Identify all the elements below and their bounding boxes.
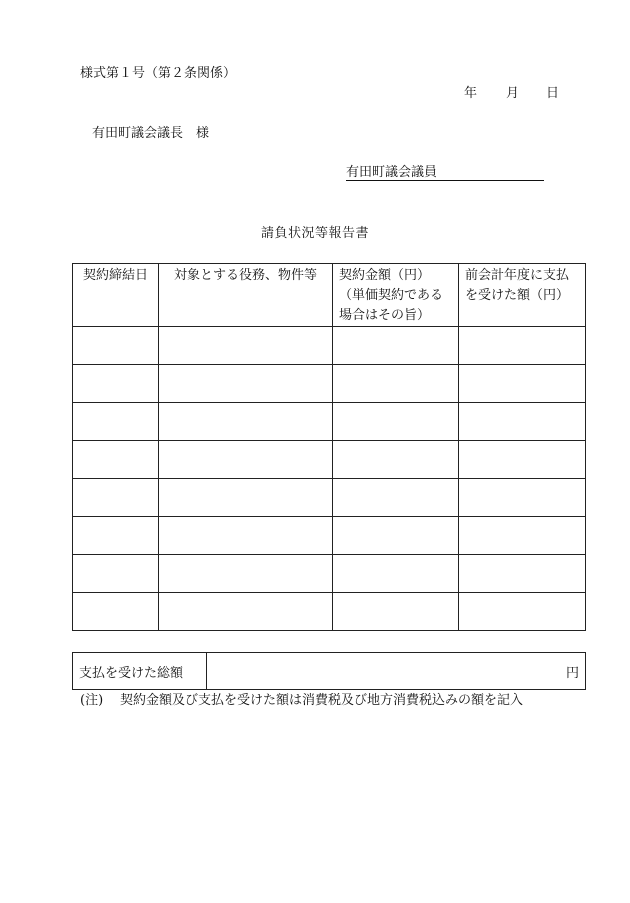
table-cell[interactable] xyxy=(159,327,333,365)
table-cell[interactable] xyxy=(333,479,459,517)
total-row xyxy=(73,653,586,690)
table-cell[interactable] xyxy=(459,403,586,441)
table-cell[interactable] xyxy=(73,593,159,631)
table-row xyxy=(73,327,586,365)
table-cell[interactable] xyxy=(73,479,159,517)
form-number: 様式第１号（第２条関係） xyxy=(80,66,237,81)
table-cell[interactable] xyxy=(73,327,159,365)
header-subject xyxy=(159,264,333,327)
table-cell[interactable] xyxy=(459,479,586,517)
header-contract-date xyxy=(73,264,159,327)
member-signature-line[interactable] xyxy=(346,166,544,181)
date-day-label: 日 xyxy=(546,86,560,101)
table-cell[interactable] xyxy=(159,365,333,403)
header-line: 前会計年度に支払 xyxy=(465,268,570,283)
table-cell[interactable] xyxy=(459,327,586,365)
table-row xyxy=(73,555,586,593)
header-contract-amount xyxy=(333,264,459,327)
table-cell[interactable] xyxy=(159,517,333,555)
header-prior-year-payment xyxy=(459,264,586,327)
table-row xyxy=(73,479,586,517)
header-line: （単価契約である xyxy=(339,288,444,303)
table-cell[interactable] xyxy=(73,365,159,403)
table-cell[interactable] xyxy=(459,555,586,593)
header-line: 対象とする役務、物件等 xyxy=(173,268,317,283)
table-cell[interactable] xyxy=(459,593,586,631)
table-row xyxy=(73,593,586,631)
table-cell[interactable] xyxy=(73,441,159,479)
table-cell[interactable] xyxy=(459,365,586,403)
document-title: 請負状況等報告書 xyxy=(260,226,369,241)
date-year-label: 年 xyxy=(464,86,478,101)
table-row xyxy=(73,517,586,555)
table-cell[interactable] xyxy=(333,555,459,593)
total-unit: 円 xyxy=(565,665,579,681)
table-cell[interactable] xyxy=(159,479,333,517)
table-cell[interactable] xyxy=(159,441,333,479)
total-value-field[interactable] xyxy=(207,653,586,690)
table-cell[interactable] xyxy=(459,517,586,555)
table-cell[interactable] xyxy=(73,403,159,441)
header-line: 場合はその旨） xyxy=(339,308,431,323)
addressee-honorific: 様 xyxy=(196,126,210,141)
table-cell[interactable] xyxy=(73,517,159,555)
table-cell[interactable] xyxy=(159,555,333,593)
table-cell[interactable] xyxy=(333,327,459,365)
header-line: 契約金額（円） xyxy=(339,268,431,283)
table-cell[interactable] xyxy=(159,593,333,631)
total-table xyxy=(72,652,586,690)
header-line: 契約締結日 xyxy=(82,268,148,283)
member-label: 有田町議会議員 xyxy=(346,165,438,180)
table-cell[interactable] xyxy=(333,517,459,555)
date-month-label: 月 xyxy=(506,86,520,101)
total-label: 支払を受けた総額 xyxy=(73,653,207,690)
table-cell[interactable] xyxy=(159,403,333,441)
table-body xyxy=(73,327,586,631)
table-cell[interactable] xyxy=(333,593,459,631)
table-row xyxy=(73,441,586,479)
table-cell[interactable] xyxy=(333,441,459,479)
table-cell[interactable] xyxy=(333,365,459,403)
table-cell[interactable] xyxy=(73,555,159,593)
table-row xyxy=(73,365,586,403)
table-cell[interactable] xyxy=(459,441,586,479)
note-marker: (注) xyxy=(80,693,104,708)
contracts-table xyxy=(72,263,586,631)
addressee: 有田町議会議長 xyxy=(92,126,184,141)
table-header-row xyxy=(73,264,586,327)
note-text: 契約金額及び支払を受けた額は消費税及び地方消費税込みの額を記入 xyxy=(120,693,524,708)
table-row xyxy=(73,403,586,441)
header-line: を受けた額（円） xyxy=(465,288,570,303)
table-cell[interactable] xyxy=(333,403,459,441)
